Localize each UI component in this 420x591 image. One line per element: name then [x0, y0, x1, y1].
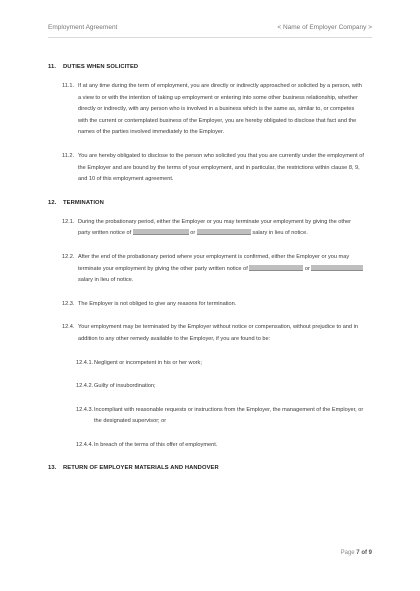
- clause-12-3: [48, 299, 364, 311]
- section-title: RETURN OF EMPLOYER MATERIALS AND HANDOVER: [63, 465, 219, 472]
- total-pages: 9: [368, 550, 372, 556]
- clause-12-4: [48, 322, 364, 345]
- section-heading-11: [48, 62, 364, 74]
- subclause-text: Negligent or incompetent in his or her work;: [94, 359, 202, 366]
- clause-text: The Employer is not obliged to give any reasons for termination.: [78, 300, 237, 307]
- notice-period-blank[interactable]: [133, 229, 189, 235]
- subclause-12-4-1: [48, 358, 364, 370]
- section-number: 11.: [48, 64, 57, 70]
- subclause-number: 12.4.2.: [76, 383, 94, 390]
- subclause-12-4-3: [48, 405, 364, 428]
- clause-text: or: [190, 230, 196, 237]
- notice-period-blank[interactable]: [249, 265, 303, 271]
- clause-text: You are hereby obligated to disclose to the person who solicited you that you are currently under the employment of the Employer and are bound by the terms of your employment, and in particular, the restrictions within clause 8, 9, and 10 of this employment agreement.: [78, 152, 364, 183]
- subclause-text: In breach of the terms of this offer of employment.: [94, 441, 218, 448]
- subclause-12-4-2: [48, 381, 364, 393]
- subclause-number: 12.4.4.: [76, 441, 94, 448]
- subclause-text: Guilty of insubordination;: [94, 383, 156, 390]
- clause-number: 12.1.: [62, 218, 75, 225]
- clause-text: or: [304, 265, 310, 272]
- clause-text: If at any time during the term of employment, you are directly or indirectly approached or solicited by a person, with a view to or with the intention of taking up employment or entering into some other business relationship, whether directly or indirectly, with any person who is involved in a business which is the same as, similar to, or competes with the current or contemplated business of the Employer, you are hereby obligated to disclose that fact and the names of the parties involved immediately to the Employer.: [78, 83, 362, 136]
- clause-text: salary in lieu of notice.: [252, 230, 308, 237]
- document-title: Employment Agreement: [48, 24, 118, 31]
- page-word: Page: [340, 550, 355, 556]
- clause-number: 11.1.: [62, 83, 75, 89]
- document-body: [48, 62, 364, 475]
- section-number: 13.: [48, 465, 57, 472]
- current-page: 7: [356, 550, 360, 556]
- clause-number: 11.2.: [62, 152, 75, 159]
- clause-text: salary in lieu of notice.: [78, 277, 134, 284]
- clause-number: 12.2.: [62, 253, 75, 260]
- section-title: TERMINATION: [63, 199, 104, 206]
- salary-blank[interactable]: [197, 229, 251, 235]
- section-heading-13: [48, 463, 364, 475]
- clause-text: After the end of the probationary period where your employment is confirmed, either the Employer or you may terminate your employment by giving the other party written notice of: [78, 253, 350, 272]
- company-name-placeholder: < Name of Employer Company >: [277, 24, 372, 31]
- section-title: DUTIES WHEN SOLICITED: [63, 64, 139, 70]
- section-number: 12.: [48, 199, 57, 206]
- header-divider: [48, 37, 372, 38]
- of-word: of: [361, 550, 367, 556]
- clause-text: During the probationary period, either the Employer or you may terminate your employment by giving the other party written notice of: [78, 218, 351, 237]
- clause-text: Your employment may be terminated by the Employer without notice or compensation, without prejudice to and in addition to any other remedy available to the Employer, if you are found to be:: [78, 324, 358, 342]
- clause-12-1: [48, 217, 364, 240]
- clause-number: 12.4.: [62, 324, 75, 331]
- subclause-12-4-4: [48, 440, 364, 452]
- subclause-number: 12.4.1.: [76, 359, 94, 366]
- subclause-number: 12.4.3.: [76, 406, 94, 413]
- section-heading-12: [48, 198, 364, 210]
- clause-11-2: [48, 151, 364, 186]
- subclause-text: Incompliant with reasonable requests or instructions from the Employer, the management of the Employer, or the designated supervisor; or: [94, 406, 364, 425]
- page-number: [341, 550, 372, 556]
- clause-11-1: [48, 81, 364, 139]
- salary-blank[interactable]: [311, 265, 363, 271]
- clause-number: 12.3.: [62, 300, 75, 307]
- page-header: [48, 24, 372, 36]
- clause-12-2: [48, 252, 364, 287]
